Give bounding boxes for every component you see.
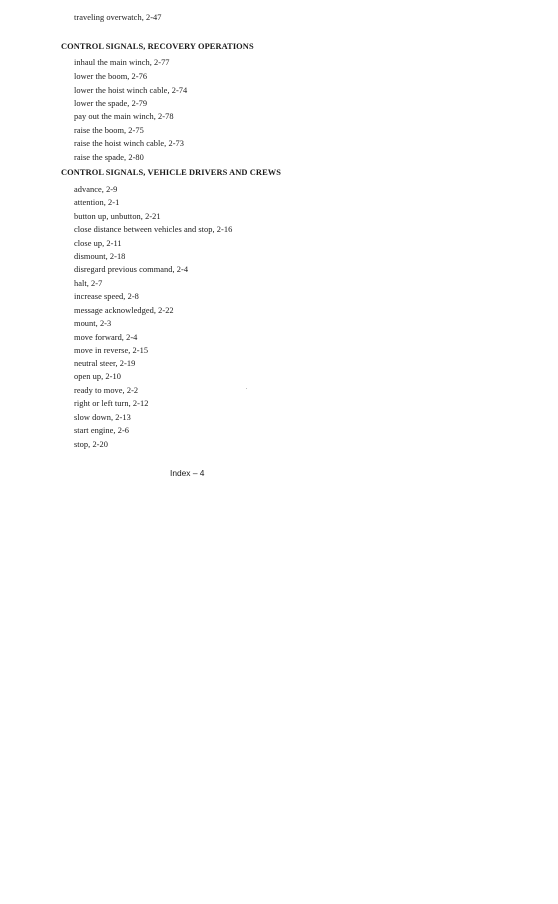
section-heading-vehicle-drivers-and-crews: CONTROL SIGNALS, VEHICLE DRIVERS AND CREWS — [61, 168, 281, 177]
index-entry: mount, 2-3 — [74, 319, 112, 328]
index-entry: lower the boom, 2-76 — [74, 72, 148, 81]
index-entry: raise the hoist winch cable, 2-73 — [74, 139, 185, 148]
section-heading-recovery-operations: CONTROL SIGNALS, RECOVERY OPERATIONS — [61, 42, 254, 51]
index-entry: pay out the main winch, 2-78 — [74, 112, 174, 121]
index-entry: attention, 2-1 — [74, 198, 120, 207]
scan-speck — [246, 388, 247, 389]
index-entry-top: traveling overwatch, 2-47 — [74, 13, 162, 22]
index-entry: lower the spade, 2-79 — [74, 99, 148, 108]
index-entry: neutral steer, 2-19 — [74, 359, 136, 368]
index-entry: move in reverse, 2-15 — [74, 346, 149, 355]
index-entry: close distance between vehicles and stop, 2-16 — [74, 225, 233, 234]
index-entry: advance, 2-9 — [74, 185, 118, 194]
index-entry: open up, 2-10 — [74, 372, 121, 381]
index-entry: dismount, 2-18 — [74, 252, 126, 261]
index-entry: message acknowledged, 2-22 — [74, 306, 174, 315]
index-entry: slow down, 2-13 — [74, 413, 131, 422]
index-entry: increase speed, 2-8 — [74, 292, 139, 301]
index-entry: move forward, 2-4 — [74, 333, 138, 342]
index-entry: lower the hoist winch cable, 2-74 — [74, 86, 188, 95]
index-entry: close up, 2-11 — [74, 239, 122, 248]
index-entry: inhaul the main winch, 2-77 — [74, 58, 170, 67]
index-entry: button up, unbutton, 2-21 — [74, 212, 161, 221]
index-entry: stop, 2-20 — [74, 440, 108, 449]
index-entry: disregard previous command, 2-4 — [74, 265, 189, 274]
index-entry: raise the boom, 2-75 — [74, 126, 144, 135]
index-entry: start engine, 2-6 — [74, 426, 130, 435]
index-entry: raise the spade, 2-80 — [74, 153, 144, 162]
index-entry: ready to move, 2-2 — [74, 386, 139, 395]
index-entry: halt, 2-7 — [74, 279, 103, 288]
index-entry: right or left turn, 2-12 — [74, 399, 149, 408]
page-footer: Index – 4 — [170, 468, 205, 478]
